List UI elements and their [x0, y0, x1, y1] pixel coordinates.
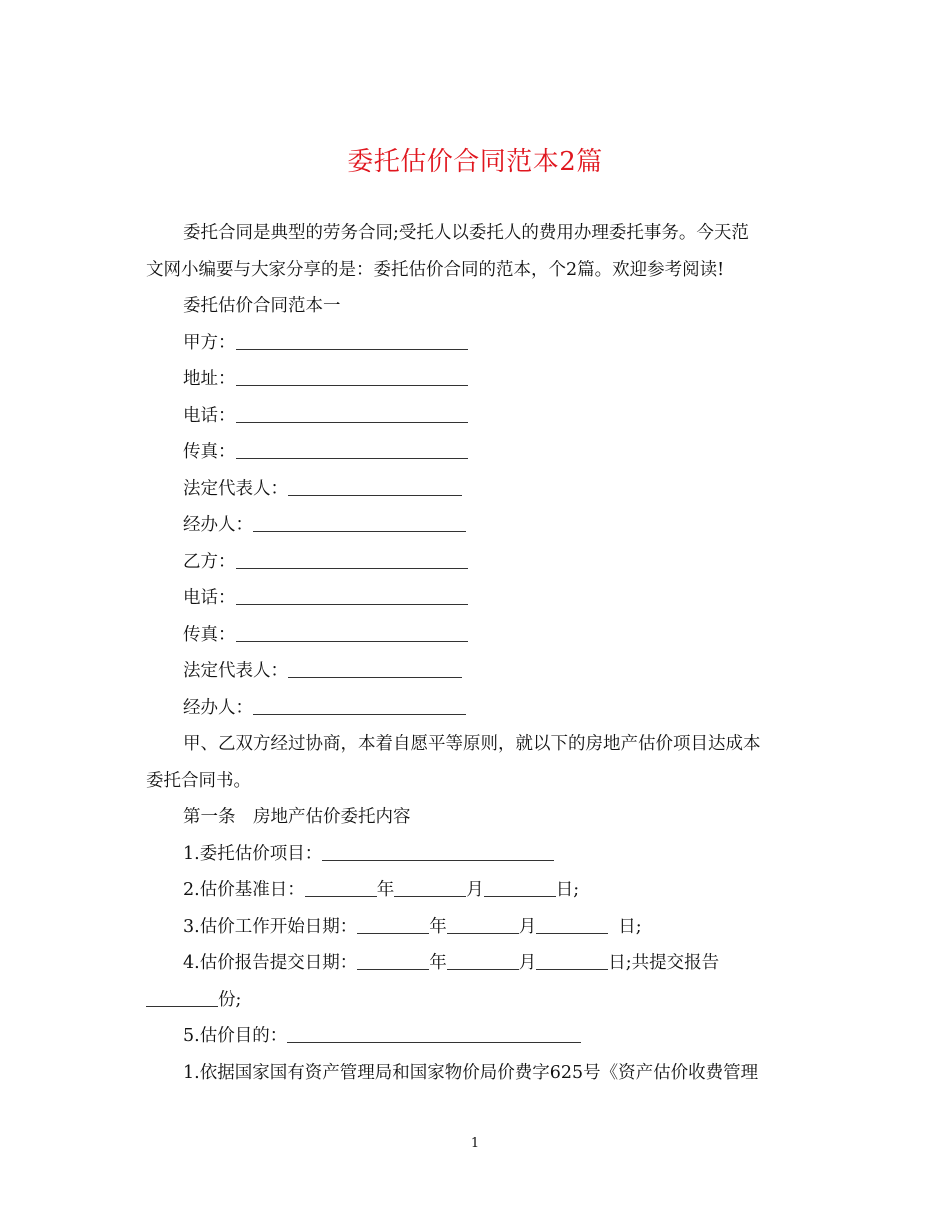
item-2-month-blank[interactable] [394, 874, 466, 897]
party-b-fax-label: 传真： [183, 624, 236, 645]
item-3-month-text: 月 [518, 916, 537, 937]
party-a-fax-blank[interactable] [236, 436, 468, 459]
party-b-phone-row [146, 580, 806, 617]
item-4-copies-blank[interactable] [146, 984, 218, 1007]
item-1-row [146, 836, 806, 873]
party-a-phone-label: 电话： [183, 405, 236, 426]
party-a-fax-row [146, 434, 806, 471]
intro-line-2: 文网小编要与大家分享的是：委托估价合同的范本，个2篇。欢迎参考阅读! [146, 259, 725, 280]
party-a-phone-blank[interactable] [236, 400, 468, 423]
item-2-day-text: 日; [555, 880, 580, 900]
party-b-agent-blank[interactable] [253, 692, 466, 715]
party-b-agent-row [146, 690, 806, 727]
item-3-year-text: 年 [429, 916, 447, 937]
item-4-day-blank[interactable] [536, 947, 608, 970]
party-a-address-label: 地址： [183, 369, 236, 389]
item-1-label: 1.委托估价项目： [183, 843, 323, 864]
party-b-phone-label: 电话： [183, 588, 236, 608]
party-a-legal-rep-label: 法定代表人： [183, 478, 288, 499]
item-2-month-text: 月 [466, 880, 484, 900]
item-3-label: 3.估价工作开始日期： [183, 916, 358, 937]
party-b-name-row [146, 544, 806, 581]
item-2-year-text: 年 [376, 880, 395, 900]
item-4-row [146, 945, 806, 982]
item-4-continuation [146, 982, 806, 1019]
section-heading: 委托估价合同范本一 [183, 296, 341, 316]
item-3-month-blank[interactable] [447, 911, 519, 934]
party-b-legal-rep-row [146, 653, 806, 690]
item-3-year-blank[interactable] [357, 911, 429, 934]
page-number: 1 [470, 1136, 480, 1151]
item-2-year-blank[interactable] [305, 874, 377, 897]
party-b-phone-blank[interactable] [236, 582, 468, 605]
item-5-blank[interactable] [287, 1020, 581, 1043]
party-b-fax-row [146, 617, 806, 654]
item-2-row [146, 872, 806, 909]
party-a-address-blank[interactable] [236, 363, 468, 386]
intro-line-1: 委托合同是典型的劳务合同;受托人以委托人的费用办理委托事务。今天范 [183, 223, 749, 243]
party-a-address-row [146, 361, 806, 398]
item-4-tail: 共提交报告 [631, 953, 720, 973]
item-3-day-text: 日; [618, 916, 642, 937]
agreement-line-1: 甲、乙双方经过协商，本着自愿平等原则，就以下的房地产估价项目达成本 [183, 734, 761, 754]
item-4-label: 4.估价报告提交日期： [183, 953, 358, 973]
agreement-line-2: 委托合同书。 [146, 770, 251, 791]
party-b-name-blank[interactable] [236, 546, 468, 569]
item-4-month-text: 月 [518, 953, 537, 973]
article-1-heading: 第一条 房地产估价委托内容 [183, 807, 411, 827]
item-3-day-blank[interactable] [536, 911, 608, 934]
item-3-row [146, 909, 806, 946]
party-a-name-label: 甲方： [183, 332, 236, 353]
item-4-unit: 份; [218, 989, 242, 1010]
document-title: 委托估价合同范本2篇 [347, 147, 603, 177]
party-a-name-row [146, 325, 806, 362]
party-b-legal-rep-blank[interactable] [288, 655, 462, 678]
party-b-agent-label: 经办人： [183, 697, 253, 718]
party-b-name-label: 乙方： [183, 551, 236, 572]
item-2-label: 2.估价基准日： [183, 880, 305, 900]
item-4-day-text: 日; [608, 953, 632, 973]
party-a-agent-row [146, 507, 806, 544]
item-4-month-blank[interactable] [447, 947, 519, 970]
item-5-row [146, 1018, 806, 1055]
item-5-label: 5.估价目的： [183, 1026, 288, 1046]
party-a-legal-rep-blank[interactable] [288, 473, 462, 496]
item-2-day-blank[interactable] [484, 874, 556, 897]
party-a-fax-label: 传真： [183, 442, 236, 462]
next-clause-line: 1.依据国家国有资产管理局和国家物价局价费字625号《资产估价收费管理 [183, 1062, 759, 1083]
document-body [146, 215, 806, 1091]
party-a-name-blank[interactable] [236, 327, 468, 350]
party-a-legal-rep-row [146, 471, 806, 508]
item-4-year-text: 年 [429, 953, 447, 973]
party-a-agent-label: 经办人： [183, 515, 253, 535]
item-1-blank[interactable] [322, 838, 554, 861]
party-a-phone-row [146, 398, 806, 435]
party-b-fax-blank[interactable] [236, 619, 468, 642]
party-b-legal-rep-label: 法定代表人： [183, 661, 288, 681]
item-4-year-blank[interactable] [357, 947, 429, 970]
party-a-agent-blank[interactable] [253, 509, 466, 532]
